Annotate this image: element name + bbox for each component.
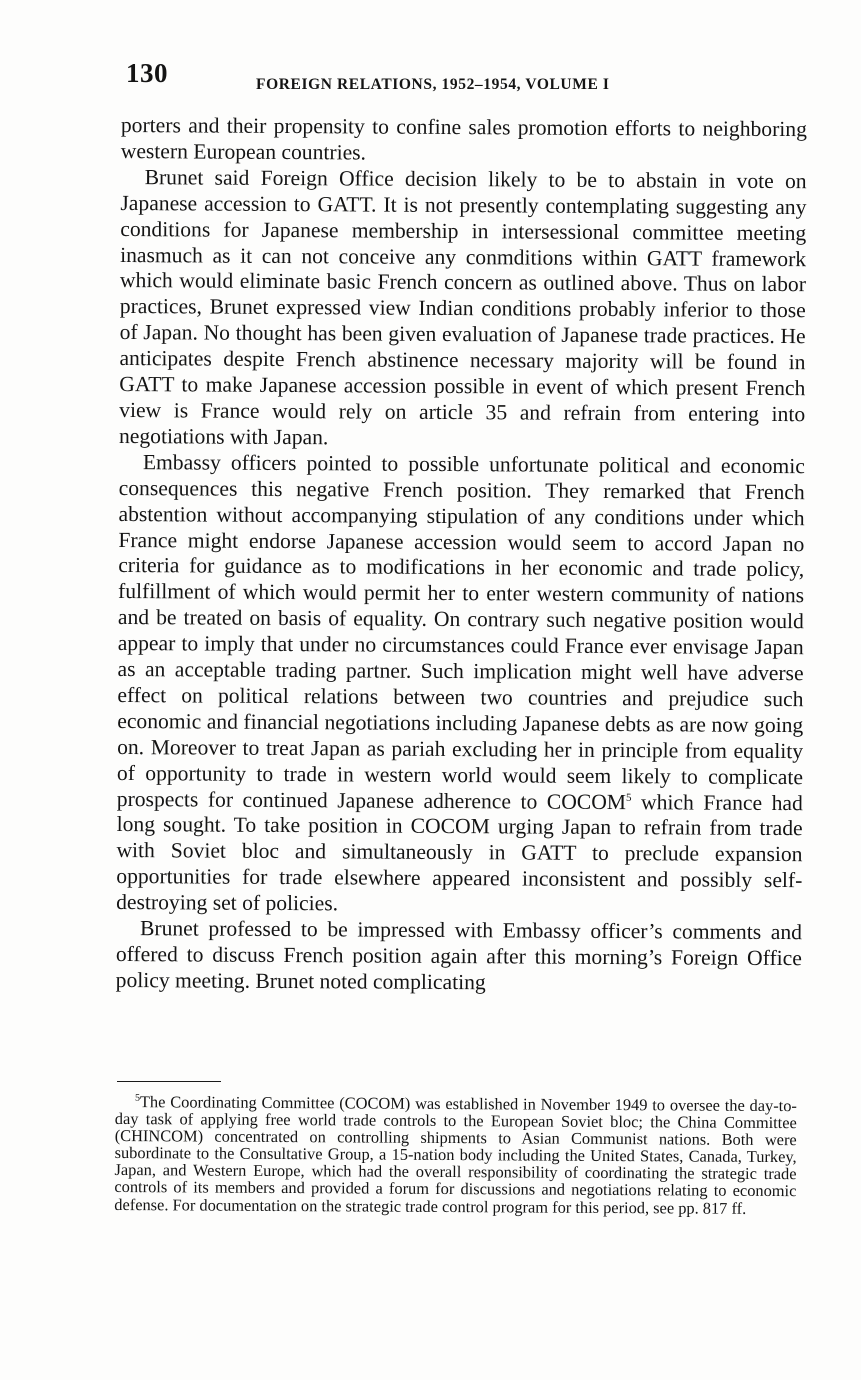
footnote-reference: 5 (626, 791, 632, 804)
paragraph-brunet-professed: Brunet professed to be impressed with Embassy officer’s comments and offered to discuss French position again after this morning’s Foreign Office policy meeting. Brunet noted complicating (115, 916, 803, 995)
footnote-5 (114, 1093, 797, 1217)
body-text (116, 113, 807, 998)
footnotes (114, 1093, 797, 1217)
footnote-text: The Coordinating Committee (COCOM) was established in November 1949 to oversee the day-to-day task of applying free world trade controls to the European Soviet bloc; the China Committee (CHINCOM) concentrated on controlling shipments to Asian Communist nations. Both were subordinate to the Consultative Group, a 15-nation body including the United States, Canada, Turkey, Japan, and Western Europe, which had the overall responsibility of coordinating the strategic trade controls of its members and provided a forum for discussions and negotiations relating to economic defense. For documentation on the strategic trade control program for this period, see pp. 817 ff. (114, 1092, 797, 1218)
paragraph-continuation: porters and their propensity to confine sales promotion efforts to neighboring western European countries. (120, 113, 807, 165)
page-header (126, 58, 806, 98)
footnote-divider (117, 1081, 221, 1082)
footnote-marker: 5 (134, 1092, 141, 1104)
paragraph-brunet-abstain: Brunet said Foreign Office decision likely to be to abstain in vote on Japanese accession to GATT. It is not presently contemplating suggesting any conditions for Japanese membership in intersessional committee meeting inasmuch as it can not conceive any conmditions within GATT framework which would eliminate basic French concern as outlined above. Thus on labor practices, Brunet expressed view Indian conditions probably inferior to those of Japan. No thought has been given evaluation of Japanese trade practices. He anticipates despite French abstinence necessary majority will be found in GATT to make Japanese accession possible in event of which present French view is France would rely on article 35 and refrain from entering into negotiations with Japan. (118, 164, 807, 450)
paragraph-embassy-text-start: Embassy officers pointed to possible unfortunate political and economic consequences this negative French position. They remarked that French abstention without accompanying stipulation of any conditions under which France might endorse Japanese accession would seem to accord Japan no criteria for guidance as to modifications in her economic and trade policy, fulfillment of which would permit her to enter western community of nations and be treated on basis of equality. On contrary such negative position would appear to imply that under no circumstances could France ever envisage Japan as an acceptable trading partner. Such implication might well have adverse effect on political relations between two countries and prejudice such economic and financial negotiations including Japanese debts as are now going on. Moreover to treat Japan as pariah excluding her in principle from equality of opportunity to trade in western world would seem likely to complicate prospects for continued Japanese adherence to COCOM (116, 449, 805, 814)
page-number: 130 (126, 58, 168, 88)
paragraph-embassy-officers (116, 450, 805, 920)
paragraph-embassy-text-end: which France had long sought. To take position in COCOM urging Japan to refrain from trade with Soviet bloc and simultaneously in GATT to preclude expansion opportunities for trade elsewhere appeared inconsistent and possibly self-destroying set of policies. (116, 789, 803, 916)
running-head: FOREIGN RELATIONS, 1952–1954, VOLUME I (256, 76, 610, 93)
